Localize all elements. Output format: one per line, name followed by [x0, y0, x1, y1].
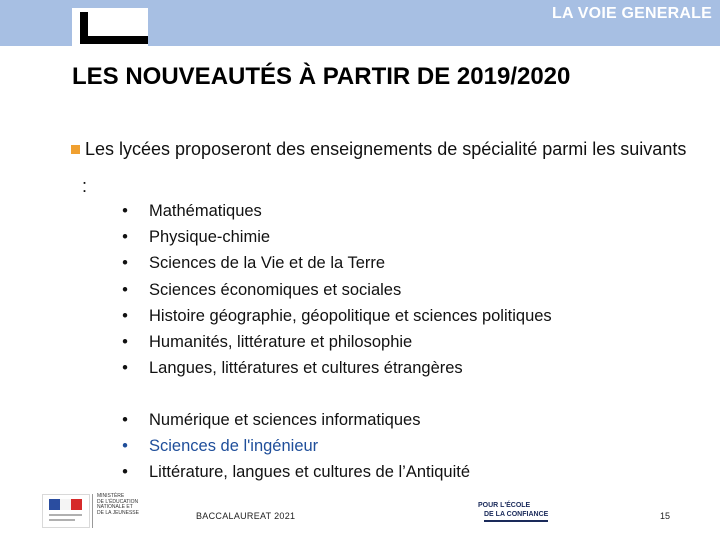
slide-title: LES NOUVEAUTÉS À PARTIR DE 2019/2020: [72, 63, 571, 90]
list-item-label: Langues, littératures et cultures étrangères: [149, 359, 463, 378]
list-item: [118, 459, 470, 485]
bullet-icon: •: [122, 411, 128, 429]
list-item-label: Numérique et sciences informatiques: [149, 411, 421, 429]
logo-caption-line: [49, 519, 75, 521]
flag-red-band: [71, 499, 82, 510]
slogan-line-2: DE LA CONFIANCE: [484, 510, 548, 522]
bullet-icon: •: [122, 437, 128, 456]
list-item-label: Mathématiques: [149, 202, 262, 220]
list-item-highlighted: [118, 433, 470, 459]
bullet-icon: •: [122, 306, 128, 325]
bullet-icon: •: [122, 463, 128, 482]
section-label: LA VOIE GENERALE: [552, 5, 712, 22]
bullet-icon: •: [122, 359, 128, 378]
list-item: [118, 198, 552, 224]
list-item-label: Histoire géographie, géopolitique et sciences politiques: [149, 306, 552, 325]
logo-horizontal-stroke: [80, 36, 148, 44]
list-item: [118, 329, 552, 355]
bullet-icon: •: [122, 254, 128, 273]
bullet-icon: •: [122, 332, 128, 351]
intro-paragraph: [82, 131, 692, 205]
list-item: [118, 277, 552, 303]
corner-bracket-logo: [72, 8, 150, 46]
slogan-line-1: POUR L'ÉCOLE: [478, 502, 531, 509]
list-item-label: Sciences économiques et sociales: [149, 280, 402, 299]
bullet-icon: •: [122, 280, 128, 299]
list-item: [118, 224, 552, 250]
list-item-label: Sciences de la Vie et de la Terre: [149, 254, 386, 273]
bullet-icon: •: [122, 202, 128, 220]
ministry-line: NATIONALE ET: [97, 504, 133, 510]
ministry-line: MINISTÈRE: [97, 493, 125, 499]
page-number: 15: [660, 511, 671, 521]
ministry-logo: [92, 494, 157, 528]
slogan-logo: [478, 501, 548, 522]
list-item: [118, 250, 552, 276]
ministry-line: DE LA JEUNESSE: [97, 509, 139, 516]
bullet-icon: •: [122, 228, 128, 247]
list-item-label: Humanités, littérature et philosophie: [149, 332, 413, 351]
logo-caption-line: [49, 514, 82, 516]
specialty-list-main: [118, 198, 552, 381]
republique-francaise-logo: [42, 494, 90, 528]
list-item-label: Littérature, langues et cultures de l’Antiquité: [149, 463, 471, 482]
list-item: [118, 407, 470, 433]
list-item-label: Sciences de l'ingénieur: [149, 437, 319, 456]
flag-blue-band: [49, 499, 60, 510]
list-item-label: Physique-chimie: [149, 228, 271, 247]
specialty-list-secondary: [118, 407, 470, 486]
square-bullet-icon: [71, 145, 80, 154]
flag-white-band: [60, 499, 71, 510]
intro-text: Les lycées proposeront des enseignements de spécialité parmi les suivants :: [82, 139, 687, 196]
list-item: [118, 355, 552, 381]
ministry-line: DE L'ÉDUCATION: [97, 498, 139, 505]
footer-center-text: BACCALAUREAT 2021: [196, 511, 296, 521]
list-item: [118, 303, 552, 329]
